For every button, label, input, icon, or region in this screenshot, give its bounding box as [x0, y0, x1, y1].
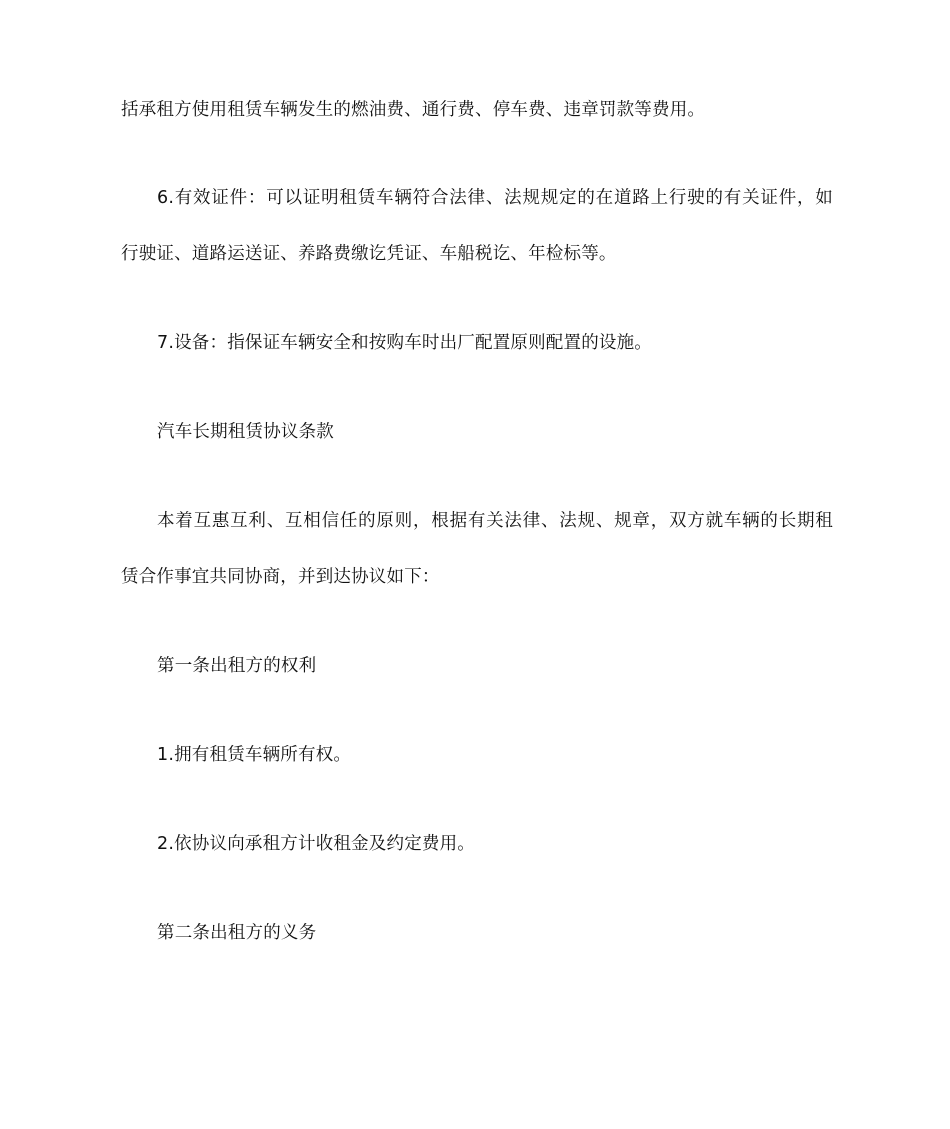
- text-line-fees-continuation: 括承租方使用租赁车辆发生的燃油费、通行费、停车费、违章罚款等费用。: [121, 100, 706, 120]
- text-line-principle-2: 赁合作事宜共同协商，并到达协议如下：: [121, 567, 440, 587]
- article-heading-lessor-obligations: 第二条出租方的义务: [157, 923, 317, 943]
- list-item-rent-collection: 2.依协议向承租方计收租金及约定费用。: [157, 834, 475, 854]
- text-line-valid-documents-1: 6.有效证件：可以证明租赁车辆符合法律、法规规定的在道路上行驶的有关证件，如: [157, 188, 833, 208]
- article-heading-lessor-rights: 第一条出租方的权利: [157, 656, 317, 676]
- text-line-equipment: 7.设备：指保证车辆安全和按购车时出厂配置原则配置的设施。: [157, 333, 652, 353]
- text-line-principle-1: 本着互惠互利、互相信任的原则，根据有关法律、法规、规章，双方就车辆的长期租: [157, 511, 833, 531]
- section-heading-agreement-terms: 汽车长期租赁协议条款: [157, 422, 334, 442]
- text-line-valid-documents-2: 行驶证、道路运送证、养路费缴讫凭证、车船税讫、年检标等。: [121, 244, 617, 264]
- list-item-ownership: 1.拥有租赁车辆所有权。: [157, 745, 352, 765]
